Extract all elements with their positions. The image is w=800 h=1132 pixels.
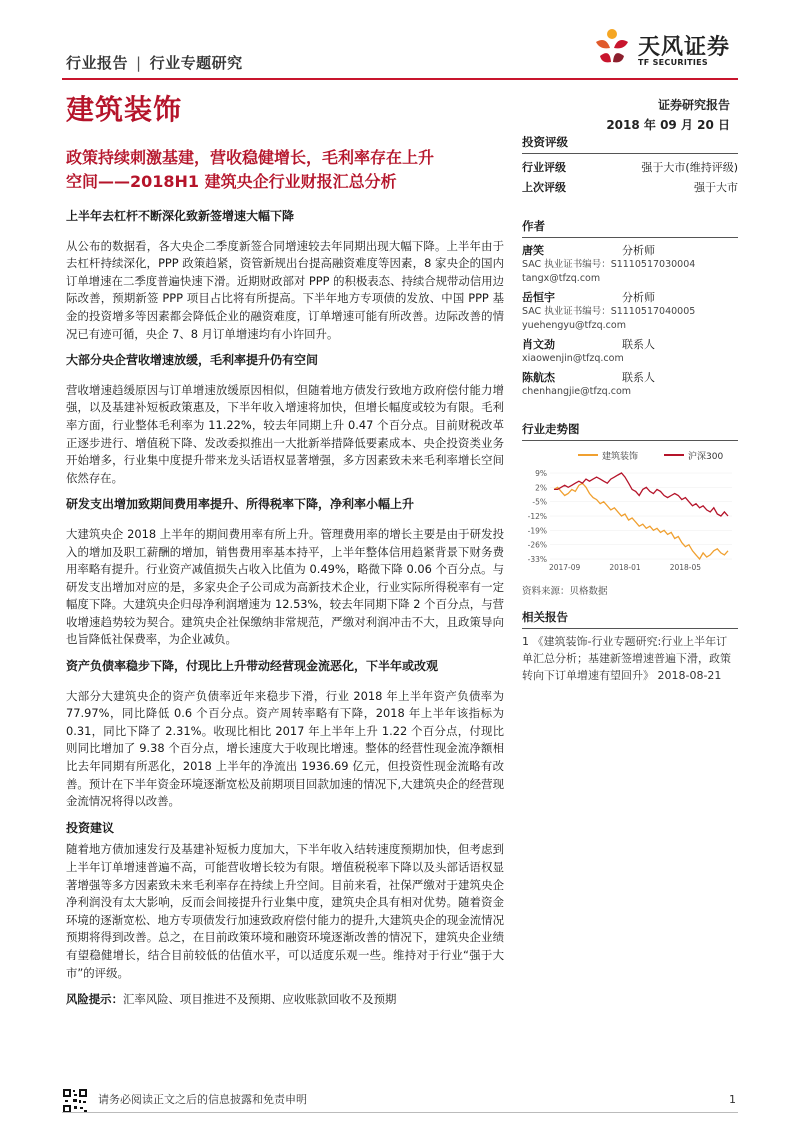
title-line-2: 空间——2018H1 建筑央企行业财报汇总分析 <box>66 172 397 191</box>
section-heading: 大部分央企营收增速放缓，毛利率提升仍有空间 <box>66 353 319 368</box>
analyst-email[interactable]: tangx@tfzq.com <box>522 273 601 284</box>
analyst-cert: SAC 执业证书编号：S1110517040005 <box>522 306 696 317</box>
report-date: 2018 年 09 月 20 日 <box>606 118 730 132</box>
rating-value: 强于大市(维持评级) <box>641 161 738 174</box>
page-number: 1 <box>729 1093 736 1106</box>
report-category <box>66 52 243 73</box>
y-tick-label: -19% <box>527 526 547 536</box>
related-heading: 相关报告 <box>522 609 738 629</box>
brand-name-en: TF SECURITIES <box>638 58 708 67</box>
legend-label: 沪深300 <box>688 452 724 462</box>
risk-label: 风险提示： <box>66 992 123 1007</box>
analyst-cert: SAC 执业证书编号：S1110517030004 <box>522 259 696 270</box>
section-paragraph: 随着地方债加速发行及基建补短板力度加大，下半年收入结转速度预期加快，但考虑到上半年订单增速普遍不高，可能营收增长较为有限。增值税税率下降以及头部话语权显著增强等多方因素致未来毛利率存在持续上升空间。目前来看，社保严缴对于建筑央企净利润没有太大影响，反而会间接提升行业集中度，建筑央企具有相对优势。随着资金环境的逐渐宽松、地方专项债发行加速致政府偿付能力的提升,大建筑央企的现金流情况预期将得到改善。总之，在目前政策环境和融资环境逐渐改善的情况下，建筑央企业绩有望稳健增长，结合目前较低的估值水平，可以适度乐观一些。维持对于行业“强于大市”的评级。 <box>66 842 504 980</box>
related-report-item[interactable]: 1 《建筑装饰-行业专题研究:行业上半年订单汇总分析；基建新签增速普遍下滑，政策转向下订单增速有望回升》 2018-08-21 <box>522 635 731 682</box>
brand-name-cn: 天风证券 <box>638 35 731 60</box>
analyst-entry <box>522 289 738 333</box>
rating-key: 上次评级 <box>522 181 566 194</box>
rating-row <box>522 178 738 198</box>
rating-heading: 投资评级 <box>522 134 738 154</box>
subcategory-label: 行业专题研究 <box>149 54 243 72</box>
analyst-name: 岳恒宇 <box>522 291 555 304</box>
y-tick-label: -5% <box>532 497 547 507</box>
related-reports <box>522 609 738 684</box>
analyst-role: 联系人 <box>622 338 655 351</box>
analyst-email[interactable]: yuehengyu@tfzq.com <box>522 320 626 331</box>
category-label: 行业报告 <box>66 54 129 72</box>
section-heading: 资产负债率稳步下降，付现比上升带动经营现金流恶化，下半年或改观 <box>66 659 439 674</box>
tf-securities-logo <box>590 26 740 76</box>
analyst-email[interactable]: xiaowenjin@tfzq.com <box>522 353 624 364</box>
analyst-role: 分析师 <box>622 291 655 304</box>
x-tick-label: 2017-09 <box>548 563 581 572</box>
footer-disclaimer[interactable]: 请务必阅读正文之后的信息披露和免责申明 <box>98 1093 307 1106</box>
analyst-email[interactable]: chenhangjie@tfzq.com <box>522 386 632 397</box>
x-tick-label: 2018-01 <box>609 563 641 572</box>
section-paragraph: 营收增速趋缓原因与订单增速放缓原因相似，但随着地方债发行致地方政府偿付能力增强，以及基建补短板政策惠及，下半年收入增速将加快，但增长幅度或较为有限。毛利率方面，行业整体毛利率为 11.22%，较去年同期上升 0.47 个百分点。目前财税改革正逐步进行、增值税下降、发改委拟推出一大批新举措降低要素成本、央企投资类业务开始增多，行业集中度提升带来龙头话语权显著增强，多方因素致未来毛利率增长空间依然存在。 <box>66 382 504 485</box>
chart-heading: 行业走势图 <box>522 421 738 441</box>
legend-label: 建筑装饰 <box>602 452 639 462</box>
sector-title: 建筑装饰 <box>66 93 183 126</box>
analyst-entry <box>522 369 738 399</box>
series-line <box>554 483 728 559</box>
trend-chart-box <box>522 421 738 599</box>
y-tick-label: 9% <box>535 469 547 478</box>
rating-key: 行业评级 <box>522 161 566 174</box>
rating-row <box>522 158 738 178</box>
sidebar <box>522 134 738 684</box>
series-line <box>554 473 728 516</box>
logo-mark-icon <box>590 26 634 72</box>
header-divider <box>62 78 738 80</box>
analyst-entry <box>522 336 738 366</box>
risk-text: 汇率风险、项目推进不及预期、应收账款回收不及预期 <box>122 992 397 1007</box>
section-heading: 投资建议 <box>66 820 115 835</box>
title-line-1: 政策持续刺激基建，营收稳健增长，毛利率存在上升 <box>66 148 435 167</box>
y-tick-label: 2% <box>535 483 547 493</box>
qr-code-icon <box>62 1088 88 1114</box>
rating-value: 强于大市 <box>694 181 738 194</box>
section-paragraph: 大部分大建筑央企的资产负债率近年来稳步下滑，行业 2018 年上半年资产负债率为 77.97%，同比降低 0.6 个百分点。资产周转率略有下降，2018 年上半年该指标为 0.31，同比下降了 2.31%。收现比相比 2017 年上半年上升 1.22 个百分点，付现比则同比增加了 9.38 个百分点，增长速度大于收现比增速。整体的经营性现金流净额相比去年同期有所恶化，2018 上半年的净流出 1936.69 亿元，但投资性现金流略有改善。预计在下半年资金环境逐渐宽松及前期项目回款加速的情况下,大建筑央企的经营现金流情况将得以改善。 <box>66 688 504 809</box>
x-tick-label: 2018-05 <box>669 563 702 572</box>
section-heading: 研发支出增加致期间费用率提升、所得税率下降，净利率小幅上升 <box>66 497 415 512</box>
chart-source: 资料来源：贝格数据 <box>522 586 608 597</box>
analyst-entry <box>522 242 738 286</box>
report-type: 证券研究报告 <box>657 98 730 112</box>
y-tick-label: -12% <box>527 512 547 521</box>
y-tick-label: -33% <box>527 555 547 564</box>
report-title <box>66 146 516 194</box>
trend-chart <box>522 445 738 585</box>
analyst-name: 唐笑 <box>522 244 544 257</box>
section-paragraph: 大建筑央企 2018 上半年的期间费用率有所上升。管理费用率的增长主要是由于研发投入的增加及职工薪酬的增加，销售费用率基本持平，上半年整体信用趋紧背景下财务费用率略有提升。行业资产减值损失占收入比值为 0.49%，略微下降 0.06 个百分点。与研发支出增加对应的是，多家央企子公司成为高新技术企业，行业实际所得税率有一定幅度下降。大建筑央企归母净利润增速为 12.53%，较去年同期下降 2 个百分点，与营收增速趋势较为契合。建筑央企社保缴纳非常规范，严缴对利润冲击不大，且政策导向也旨降低社保费率，为企业减负。 <box>66 526 504 647</box>
analyst-name: 肖文劲 <box>522 338 555 351</box>
report-body <box>66 208 504 1018</box>
y-tick-label: -26% <box>527 540 547 550</box>
authors-heading: 作者 <box>522 218 738 238</box>
analyst-name: 陈航杰 <box>522 371 555 384</box>
header-separator: | <box>136 54 142 72</box>
section-paragraph: 从公布的数据看，各大央企二季度新签合同增速较去年同期出现大幅下降。上半年由于去杠杆持续深化，PPP 政策趋紧，资管新规出台提高融资难度等因素，8 家央企的国内订单增速在二季度普遍快速下滑。近期财政部对 PPP 的积极表态、持续合规带动信用边际改善，预期新签 PPP 项目占比将有所提高。下半年地方专项债的发放、中国 PPP 基金的投资增多等因素都会降低企业的融资难度，订单增速可能有所改善。边际改善的情况已有迹可循，央企 7、8 月订单增速均有小许回升。 <box>66 238 504 341</box>
analyst-role: 分析师 <box>622 244 655 257</box>
footer-divider <box>62 1112 738 1113</box>
analyst-role: 联系人 <box>622 371 655 384</box>
section-heading: 上半年去杠杆不断深化致新签增速大幅下降 <box>66 209 295 223</box>
